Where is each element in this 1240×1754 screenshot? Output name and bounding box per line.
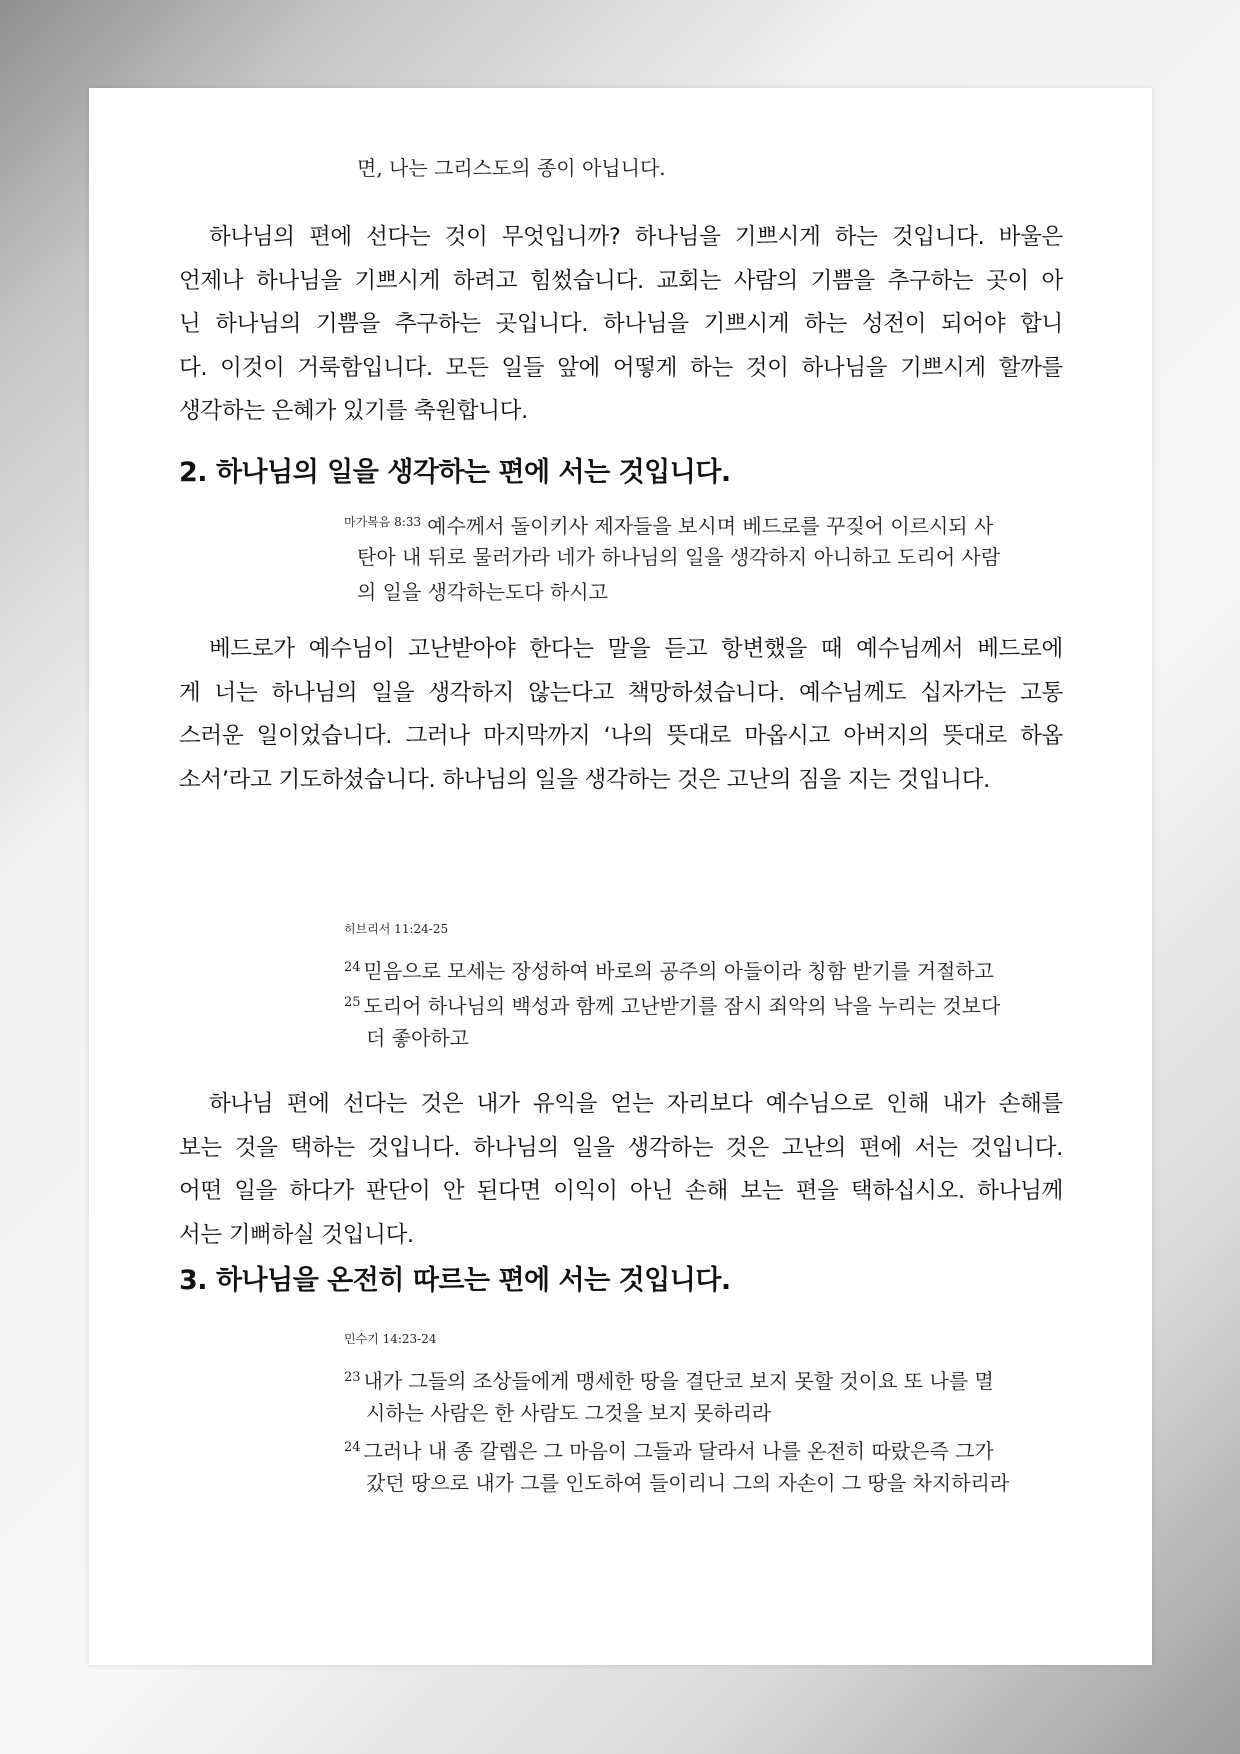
scripture-quote-line: 탄아 내 뒤로 물러가라 네가 하나님의 일을 생각하지 아니하고 도리어 사람: [357, 545, 1001, 569]
scripture-text: 예수께서 돌이키사 제자들을 보시며 베드로를 꾸짖어 이르시되 사: [427, 514, 994, 538]
verse-number: 24: [344, 960, 361, 975]
scripture-verse: [344, 1364, 994, 1395]
paragraph-line: 하나님의 편에 선다는 것이 무엇입니까? 하나님을 기쁘시게 하는 것입니다. 바울은: [209, 224, 1063, 250]
scripture-reference: 마가복음 8:33: [344, 515, 422, 529]
scripture-reference: 히브리서 11:24-25: [344, 922, 449, 936]
scripture-quote-line: 시하는 사람은 한 사람도 그것을 보지 못하리라: [366, 1401, 772, 1425]
paragraph-line: 언제나 하나님을 기쁘시게 하려고 힘썼습니다. 교회는 사람의 기쁨을 추구하는 곳이 아: [179, 267, 1063, 294]
verse-text: 도리어 하나님의 백성과 함께 고난받기를 잠시 죄악의 낙을 누리는 것보다: [363, 994, 1001, 1018]
verse-text: 믿음으로 모세는 장성하여 바로의 공주의 아들이라 칭함 받기를 거절하고: [363, 959, 995, 983]
paragraph-3-text: [179, 1083, 1063, 1257]
scripture-quote-line: 갔던 땅으로 내가 그를 인도하여 들이리니 그의 자손이 그 땅을 차지하리라: [366, 1471, 1010, 1495]
scripture-reference: 민수기 14:23-24: [344, 1332, 437, 1346]
verse-number: 23: [344, 1370, 361, 1385]
verse-text: 내가 그들의 조상들에게 맹세한 땅을 결단코 보지 못할 것이요 또 나를 멸: [363, 1369, 994, 1393]
verse-number: 25: [344, 995, 361, 1010]
scripture-quote-line: 더 좋아하고: [366, 1026, 469, 1050]
scripture-quote-line: 의 일을 생각하는도다 하시고: [357, 580, 608, 604]
paragraph-1: [179, 216, 1063, 434]
paragraph-2: [179, 628, 1063, 802]
paragraph-line: 보는 것을 택하는 것입니다. 하나님의 일을 생각하는 것은 고난의 편에 서는 것입니다.: [179, 1134, 1063, 1161]
verse-number: 24: [344, 1440, 361, 1455]
document-page: [89, 88, 1152, 1665]
paragraph-line: 어떤 일을 하다가 판단이 안 된다면 이익이 아닌 손해 보는 편을 택하십시오. 하나님께: [179, 1178, 1063, 1204]
section-heading-2: 2. 하나님의 일을 생각하는 편에 서는 것입니다.: [179, 457, 731, 488]
paragraph-line: 닌 하나님의 기쁨을 추구하는 곳입니다. 하나님을 기쁘시게 하는 성전이 되어야 합니: [179, 311, 1063, 337]
paragraph-line: 게 너는 하나님의 일을 생각하지 않는다고 책망하셨습니다. 예수님께도 십자가는 고통: [179, 679, 1063, 706]
verse-text: 그러나 내 종 갈렙은 그 마음이 그들과 달라서 나를 온전히 따랐은즉 그가: [363, 1439, 994, 1463]
paragraph-line: 스러운 일이었습니다. 그러나 마지막까지 ‘나의 뜻대로 마옵시고 아버지의 뜻대로 하옵: [179, 723, 1063, 749]
scripture-verse: [344, 989, 1000, 1020]
paragraph-line: 하나님 편에 선다는 것은 내가 유익을 얻는 자리보다 예수님으로 인해 내가 손해를: [209, 1091, 1063, 1117]
section-heading-3: 3. 하나님을 온전히 따르는 편에 서는 것입니다.: [179, 1265, 731, 1296]
scripture-verse: [344, 954, 994, 985]
quote-continuation: 면, 나는 그리스도의 종이 아닙니다.: [357, 156, 666, 180]
scripture-quote-line: [344, 508, 993, 540]
scripture-verse: [344, 1434, 994, 1465]
paragraph-line: 서는 기뻐하실 것입니다.: [179, 1221, 414, 1248]
paragraph-line: 생각하는 은혜가 있기를 축원합니다.: [179, 398, 528, 424]
paragraph-line: 다. 이것이 거룩함입니다. 모든 일들 앞에 어떻게 하는 것이 하나님을 기쁘시게 할까를: [179, 354, 1063, 381]
paragraph-line: 소서’라고 기도하셨습니다. 하나님의 일을 생각하는 것은 고난의 짐을 지는 것입니다.: [179, 766, 991, 793]
paragraph-line: 베드로가 예수님이 고난받아야 한다는 말을 듣고 항변했을 때 예수님께서 베드로에: [209, 636, 1063, 662]
